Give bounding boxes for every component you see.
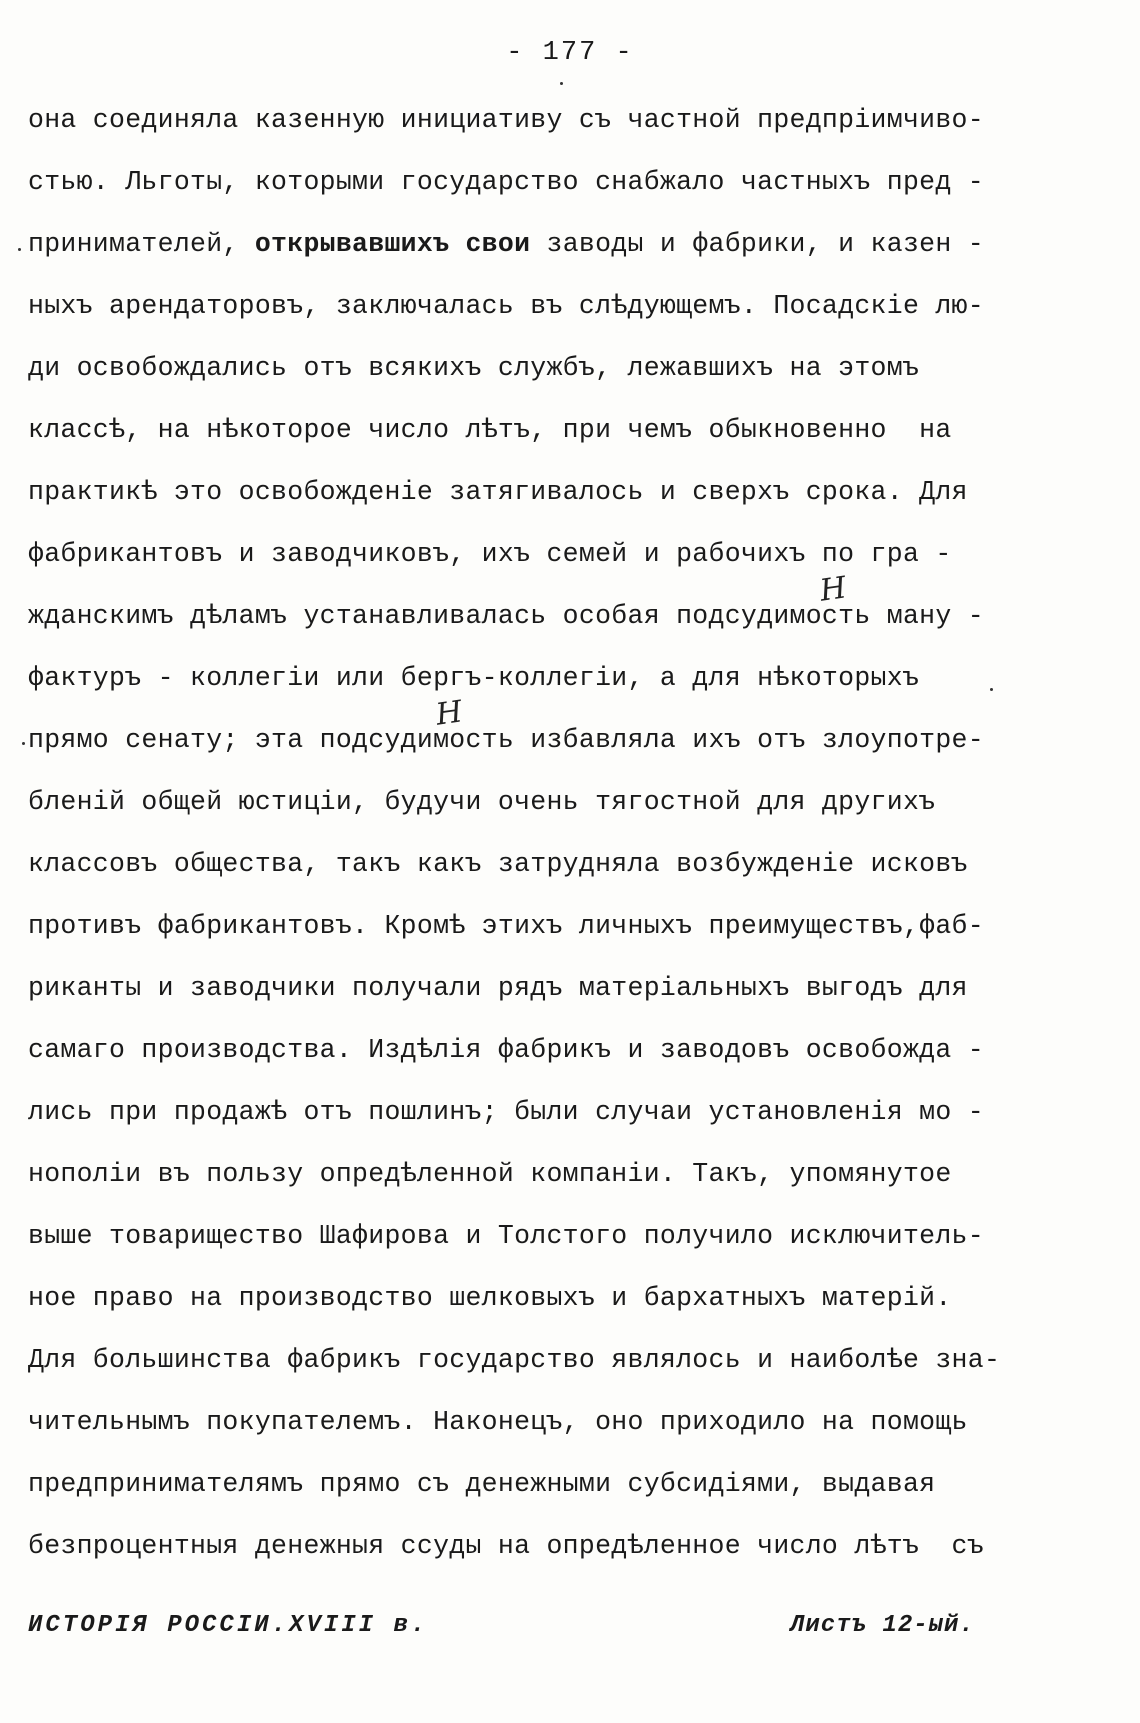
text-line: практикѣ это освобожденіе затягивалось и сверхъ срока. Для [28,477,968,507]
text-line: лись при продажѣ отъ пошлинъ; были случаи установленія мо - [28,1097,984,1127]
text-line: чительнымъ покупателемъ. Наконецъ, оно приходило на помощь [28,1407,968,1437]
text-line: фактуръ - коллегіи или бергъ-коллегіи, а для нѣкоторыхъ [28,663,920,693]
text-line: безпроцентныя денежныя ссуды на опредѣленное число лѣтъ съ [28,1531,984,1561]
footer-sheet: Листъ 12-ый. [790,1612,975,1639]
text-line: выше товарищество Шафирова и Толстого получило исключитель- [28,1221,984,1251]
ink-speck [22,742,25,745]
text-line: самаго производства. Издѣлія фабрикъ и заводовъ освобожда - [28,1035,984,1065]
text-line: фабрикантовъ и заводчиковъ, ихъ семей и рабочихъ по гра - [28,539,952,569]
text-line: Для большинства фабрикъ государство являлось и наиболѣе зна- [28,1345,1001,1375]
text-line: ныхъ арендаторовъ, заключалась въ слѣдующемъ. Посадскіе лю- [28,291,984,321]
ink-speck [18,248,21,251]
bold-phrase: открывавшихъ свои [254,229,531,259]
text-line: противъ фабрикантовъ. Кромѣ этихъ личныхъ преимуществъ,фаб- [28,911,984,941]
ink-speck [560,82,563,85]
text-line: классѣ, на нѣкоторое число лѣтъ, при чемъ обыкновенно на [28,415,952,445]
text-fragment: принимателей, [28,229,255,259]
text-line: нополіи въ пользу опредѣленной компаніи. Такъ, упомянутое [28,1159,952,1189]
text-line: прямо сенату; эта подсудимость избавляла ихъ отъ злоупотре- [28,725,984,755]
text-line: стью. Льготы, которыми государство снабжало частныхъ пред - [28,167,984,197]
text-line: ди освобождались отъ всякихъ службъ, лежавшихъ на этомъ [28,353,920,383]
page-number: - 177 - [506,38,634,68]
handwritten-correction: Н [817,570,849,609]
footer-title: ИСТОРІЯ РОССІИ.XVIII в. [28,1612,429,1639]
text-line: она соединяла казенную инициативу съ частной предпріимчиво- [28,105,984,135]
text-line: жданскимъ дѣламъ устанавливалась особая подсудимость ману - [28,601,984,631]
text-line: риканты и заводчики получали рядъ матеріальныхъ выгодъ для [28,973,968,1003]
text-line: ное право на производство шелковыхъ и бархатныхъ матерій. [28,1283,952,1313]
handwritten-correction: Н [433,694,465,733]
text-fragment: заводы и фабрики, и казен - [530,229,984,259]
ink-speck [990,688,993,691]
text-line-with-bold [28,224,1088,286]
text-line: классовъ общества, такъ какъ затрудняла возбужденіе исковъ [28,849,968,879]
text-line: предпринимателямъ прямо съ денежными субсидіями, выдавая [28,1469,936,1499]
text-line: бленій общей юстиціи, будучи очень тягостной для другихъ [28,787,936,817]
body-text [28,100,1088,1588]
